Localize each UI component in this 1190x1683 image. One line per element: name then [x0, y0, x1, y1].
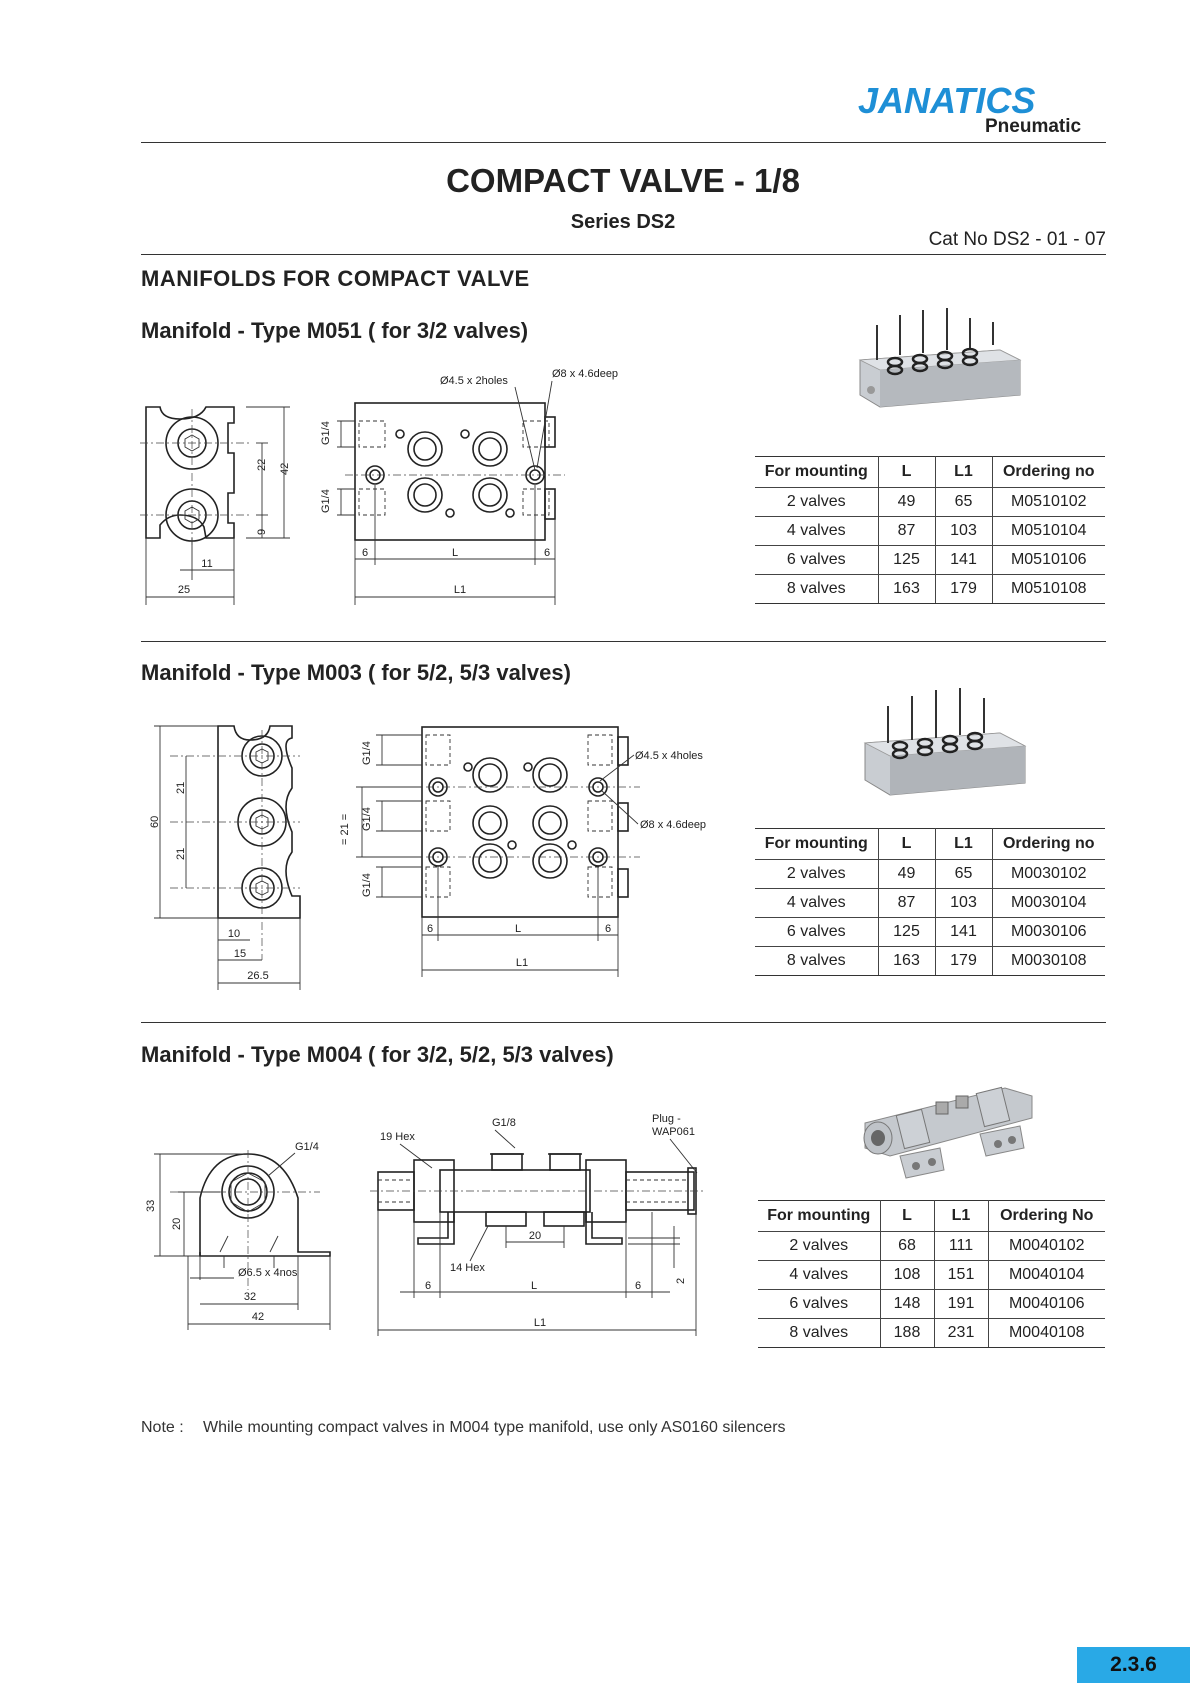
table-header-cell: For mounting: [755, 829, 878, 860]
table-cell: 8 valves: [755, 947, 878, 976]
m003-dim-L: L: [514, 923, 522, 935]
m003-product-image: [860, 688, 1030, 803]
table-cell: 49: [878, 488, 935, 517]
table-header-cell: L: [880, 1201, 934, 1232]
page-title: COMPACT VALVE - 1/8: [446, 162, 800, 199]
m003-holes-label: Ø4.5 x 4holes: [635, 750, 703, 762]
table-cell: M0030108: [992, 947, 1105, 976]
m004-dim-6-left: 6: [424, 1280, 432, 1292]
table-cell: 179: [935, 947, 992, 976]
table-row: [758, 1232, 1105, 1261]
m004-dim-2: 2: [675, 1277, 687, 1284]
table-cell: 108: [880, 1261, 934, 1290]
table-cell: 2 valves: [755, 860, 878, 889]
table-cell: M0040108: [988, 1319, 1105, 1348]
table-row: [755, 546, 1105, 575]
manifold-m051-heading: Manifold - Type M051 ( for 3/2 valves): [141, 318, 529, 343]
table-cell: 111: [934, 1232, 988, 1261]
m003-dim-26-5: 26.5: [247, 970, 269, 982]
m003-ordering-table: [755, 828, 1105, 976]
table-cell: M0040102: [988, 1232, 1105, 1261]
m004-dim-42: 42: [251, 1311, 265, 1323]
m051-deep-label: Ø8 x 4.6deep: [552, 368, 619, 380]
page-number: 2.3.6: [1077, 1647, 1190, 1683]
m004-hex14-label: 14 Hex: [450, 1262, 485, 1274]
m051-dim-L1: L1: [453, 584, 467, 596]
table-cell: 2 valves: [755, 488, 878, 517]
table-cell: 4 valves: [758, 1261, 880, 1290]
m004-side-view-drawing: [370, 1108, 715, 1338]
m003-dim-21-top: 21: [175, 781, 187, 794]
table-cell: 179: [935, 575, 992, 604]
m003-dim-6-left: 6: [426, 923, 434, 935]
m003-port-label-1: G1/4: [361, 741, 373, 765]
m003-dim-60: 60: [149, 815, 161, 828]
m004-hex19-label: 19 Hex: [380, 1131, 415, 1143]
footnote-label: Note :: [141, 1419, 184, 1436]
table-cell: 6 valves: [755, 546, 878, 575]
m004-dim-20-ports: 20: [528, 1230, 542, 1242]
manifold-m003-heading: Manifold - Type M003 ( for 5/2, 5/3 valves): [141, 660, 571, 685]
table-row: [755, 517, 1105, 546]
m051-dim-6-left: 6: [361, 547, 369, 559]
table-cell: 2 valves: [758, 1232, 880, 1261]
table-cell: 68: [880, 1232, 934, 1261]
table-row: [758, 1261, 1105, 1290]
table-row: [755, 947, 1105, 976]
series-subtitle: Series DS2: [570, 211, 676, 233]
table-cell: 4 valves: [755, 889, 878, 918]
m051-dim-25: 25: [177, 584, 191, 596]
m004-dim-6-right: 6: [634, 1280, 642, 1292]
table-cell: M0510108: [992, 575, 1105, 604]
m051-end-view-drawing: [140, 395, 290, 610]
table-header-cell: L1: [934, 1201, 988, 1232]
catalog-number: Cat No DS2 - 01 - 07: [928, 229, 1106, 250]
table-cell: 125: [878, 918, 935, 947]
m003-dim-21-bottom: 21: [175, 847, 187, 860]
m003-top-view-drawing: [339, 725, 730, 980]
m051-dim-42: 42: [279, 462, 291, 475]
table-cell: 103: [935, 889, 992, 918]
table-cell: 103: [935, 517, 992, 546]
m004-product-image: [860, 1078, 1040, 1183]
m004-plug-code: WAP061: [652, 1126, 696, 1138]
m003-dim-10: 10: [227, 928, 241, 940]
table-cell: 6 valves: [758, 1290, 880, 1319]
section-divider-2: [141, 1022, 1106, 1023]
m003-dim-15: 15: [233, 948, 247, 960]
header-rule: [141, 142, 1106, 143]
table-row: [755, 488, 1105, 517]
table-header-cell: For mounting: [758, 1201, 880, 1232]
m051-holes-label: Ø4.5 x 2holes: [440, 375, 508, 387]
m051-dim-11: 11: [201, 558, 213, 570]
table-cell: M0510104: [992, 517, 1105, 546]
table-header-cell: Ordering No: [988, 1201, 1105, 1232]
table-cell: 8 valves: [758, 1319, 880, 1348]
table-header-row: [755, 457, 1105, 488]
table-cell: 87: [878, 889, 935, 918]
title-rule: [141, 254, 1106, 255]
table-header-cell: L1: [935, 457, 992, 488]
table-cell: 65: [935, 860, 992, 889]
table-header-cell: For mounting: [755, 457, 878, 488]
section-title: MANIFOLDS FOR COMPACT VALVE: [141, 266, 530, 291]
table-cell: 191: [934, 1290, 988, 1319]
m004-plug-label: Plug -: [652, 1113, 681, 1125]
table-cell: 141: [935, 918, 992, 947]
m004-end-view-drawing: [140, 1140, 340, 1340]
table-cell: 151: [934, 1261, 988, 1290]
manifold-m004-heading: Manifold - Type M004 ( for 3/2, 5/2, 5/3 valves): [141, 1042, 614, 1067]
table-header-cell: Ordering no: [992, 829, 1105, 860]
table-header-cell: L: [878, 457, 935, 488]
m004-holes-label: Ø6.5 x 4nos: [238, 1267, 298, 1279]
m051-product-image: [855, 310, 1025, 420]
m003-end-view-drawing: [140, 720, 310, 990]
brand-logo: JANATICS: [858, 80, 1036, 121]
table-cell: 231: [934, 1319, 988, 1348]
table-cell: M0030104: [992, 889, 1105, 918]
m004-dim-32: 32: [243, 1291, 257, 1303]
table-cell: 163: [878, 575, 935, 604]
table-header-cell: L: [878, 829, 935, 860]
table-row: [755, 889, 1105, 918]
m003-port-label-2: G1/4: [361, 807, 373, 831]
section-divider-1: [141, 641, 1106, 642]
table-row: [755, 918, 1105, 947]
m051-dim-L: L: [451, 547, 459, 559]
m004-dim-L: L: [530, 1280, 538, 1292]
table-cell: 8 valves: [755, 575, 878, 604]
table-cell: 188: [880, 1319, 934, 1348]
m004-dim-L1: L1: [533, 1317, 547, 1329]
table-cell: M0510102: [992, 488, 1105, 517]
m051-port-label-top: G1/4: [320, 421, 332, 445]
m004-dim-20: 20: [171, 1217, 183, 1230]
table-header-cell: Ordering no: [992, 457, 1105, 488]
table-row: [755, 575, 1105, 604]
footnote: [141, 1419, 786, 1437]
table-row: [758, 1319, 1105, 1348]
m003-deep-label: Ø8 x 4.6deep: [640, 819, 707, 831]
m004-g18-label: G1/8: [492, 1117, 516, 1129]
m004-ordering-table: [758, 1200, 1105, 1348]
m051-ordering-table: [755, 456, 1105, 604]
table-header-row: [758, 1201, 1105, 1232]
m003-dim-L1: L1: [515, 957, 529, 969]
table-cell: M0510106: [992, 546, 1105, 575]
footnote-text: While mounting compact valves in M004 type manifold, use only AS0160 silencers: [203, 1419, 786, 1436]
table-cell: 49: [878, 860, 935, 889]
m051-dim-22: 22: [256, 458, 268, 471]
m004-port-label: G1/4: [295, 1141, 319, 1153]
m003-port-label-3: G1/4: [361, 873, 373, 897]
table-cell: M0040106: [988, 1290, 1105, 1319]
m051-top-view-drawing: [315, 365, 619, 610]
m003-dim-6-right: 6: [604, 923, 612, 935]
table-cell: M0030102: [992, 860, 1105, 889]
table-cell: 148: [880, 1290, 934, 1319]
table-cell: 65: [935, 488, 992, 517]
m051-port-label-bottom: G1/4: [320, 489, 332, 513]
m051-dim-9: 9: [256, 528, 268, 535]
table-cell: 4 valves: [755, 517, 878, 546]
brand-subtitle: Pneumatic: [985, 116, 1082, 137]
table-header-row: [755, 829, 1105, 860]
m051-dim-6-right: 6: [543, 547, 551, 559]
table-cell: 163: [878, 947, 935, 976]
m004-dim-33: 33: [145, 1199, 157, 1212]
table-row: [758, 1290, 1105, 1319]
table-row: [755, 860, 1105, 889]
table-cell: M0040104: [988, 1261, 1105, 1290]
table-cell: 6 valves: [755, 918, 878, 947]
table-cell: M0030106: [992, 918, 1105, 947]
table-cell: 125: [878, 546, 935, 575]
m003-dim-eq21: = 21 =: [339, 813, 351, 845]
table-header-cell: L1: [935, 829, 992, 860]
table-cell: 87: [878, 517, 935, 546]
table-cell: 141: [935, 546, 992, 575]
